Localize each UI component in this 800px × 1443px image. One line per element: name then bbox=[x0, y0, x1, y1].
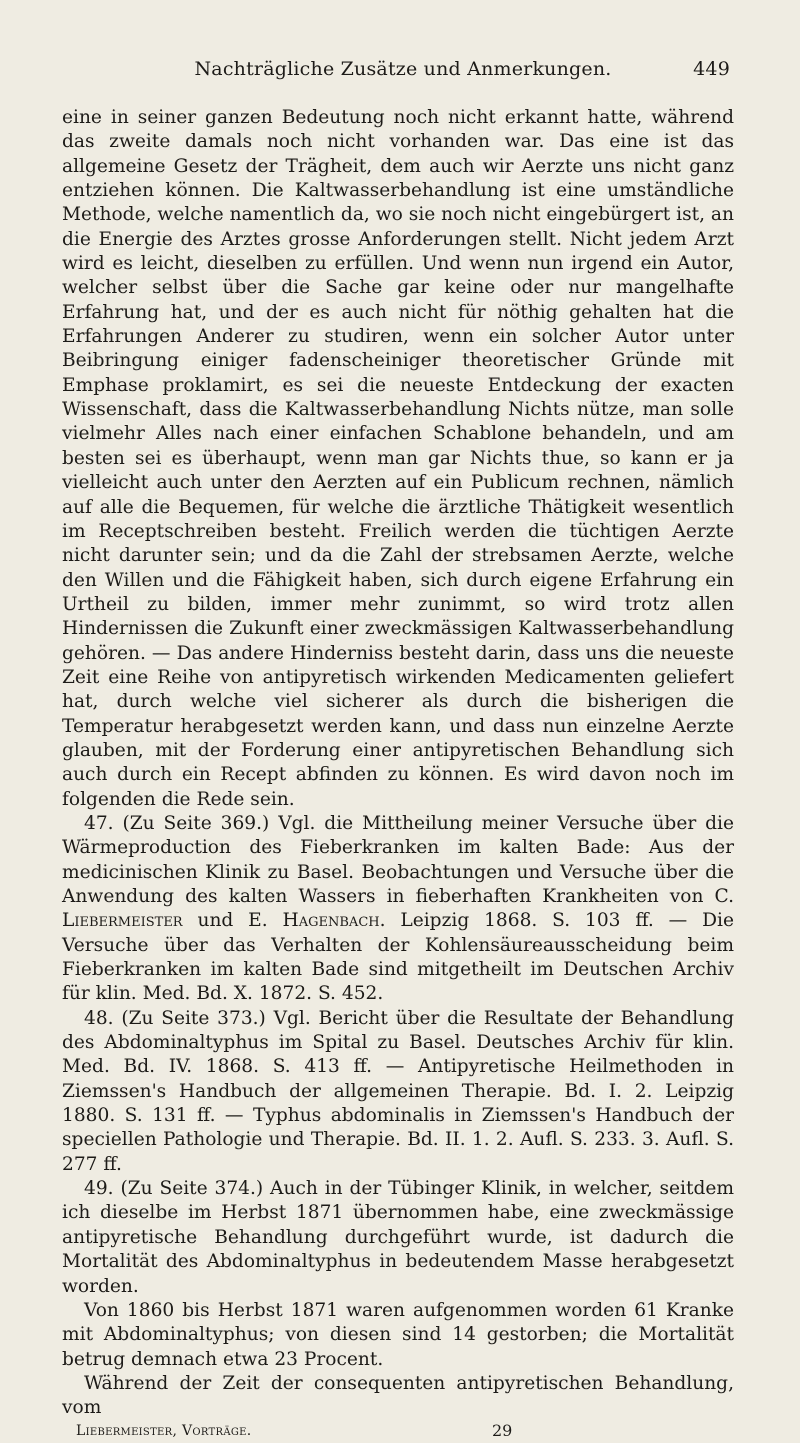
author-hagenbach: Hagenbach bbox=[282, 910, 380, 932]
note-49: 49. (Zu Seite 374.) Auch in der Tübinger Klinik, in welcher, seitdem ich dieselbe im Herbst 1871 übernommen habe, eine zweckmässige antipyretische Behandlung durchgeführt wurde, ist dadurch die Mortalität des Abdominaltyphus in bedeutendem Masse herabgesetzt worden. bbox=[62, 1178, 734, 1297]
note-47 bbox=[62, 812, 734, 1007]
signature-number: 29 bbox=[492, 1420, 513, 1440]
note-47-text-c: . Leipzig 1868. S. 103 ff. — Die Versuche über das Verhalten der Kohlensäureausscheidung beim Fieberkranken im kalten Bade sind mitgetheilt im Deutschen Archiv für klin. Med. Bd. X. 1872. S. 452. bbox=[62, 910, 734, 1005]
paragraph-antipyretic-period: Während der Zeit der consequenten antipyretischen Behandlung, vom bbox=[62, 1372, 734, 1419]
page-number: 449 bbox=[693, 58, 730, 80]
signature-line bbox=[62, 1420, 734, 1443]
note-47-text-a: 47. (Zu Seite 369.) Vgl. die Mittheilung meiner Versuche über die Wärmeproduction des Fieberkranken im kalten Bade: Aus der medicinischen Klinik zu Basel. Beobachtungen und Versuche über die Anwendung des kalten Wassers in fieberhaften Krankheiten von C. bbox=[62, 812, 734, 907]
note-48: 48. (Zu Seite 373.) Vgl. Bericht über die Resultate der Behandlung des Abdominaltyphus im Spital zu Basel. Deutsches Archiv für klin. Med. Bd. IV. 1868. S. 413 ff. — Antipyretische Heilmethoden in Ziemssen's Handbuch der allgemeinen Therapie. Bd. I. 2. Leipzig 1880. S. 131 ff. — Typhus abdominalis in Ziemssen's Handbuch der speciellen Pathologie und Therapie. Bd. II. 1. 2. Aufl. S. 233. 3. Aufl. S. 277 ff. bbox=[62, 1007, 734, 1175]
signature-text: Liebermeister, Vorträge. bbox=[76, 1422, 252, 1439]
note-47-text-b: und E. bbox=[197, 910, 268, 932]
body-text bbox=[62, 106, 734, 1421]
author-liebermeister: Liebermeister bbox=[62, 910, 183, 932]
running-head bbox=[62, 58, 734, 88]
paragraph-continuation: eine in seiner ganzen Bedeutung noch nicht erkannt hatte, während das zweite damals noch nicht vorhanden war. Das eine ist das allgemeine Gesetz der Trägheit, dem auch wir Aerzte uns nicht ganz entziehen können. Die Kaltwasserbehandlung ist eine umständliche Methode, welche namentlich da, wo sie noch nicht eingebürgert ist, an die Energie des Arztes grosse Anforderungen stellt. Nicht jedem Arzt wird es leicht, dieselben zu erfüllen. Und wenn nun irgend ein Autor, welcher selbst über die Sache gar keine oder nur mangelhafte Erfahrung hat, und der es auch nicht für nöthig gehalten hat die Erfahrungen Anderer zu studiren, wenn ein solcher Autor unter Beibringung einiger fadenscheiniger theoretischer Gründe mit Emphase proklamirt, es sei die neueste Entdeckung der exacten Wissenschaft, dass die Kaltwasserbehandlung Nichts nütze, man solle vielmehr Alles nach einer einfachen Schablone behandeln, und am besten sei es überhaupt, wenn man gar Nichts thue, so kann er ja vielleicht auch unter den Aerzten auf ein Publicum rechnen, nämlich auf alle die Bequemen, für welche die ärztliche Thätigkeit wesentlich im Receptschreiben besteht. Freilich werden die tüchtigen Aerzte nicht darunter sein; und da die Zahl der strebsamen Aerzte, welche den Willen und die Fähigkeit haben, sich durch eigene Erfahrung ein Urtheil zu bilden, immer mehr zunimmt, so wird trotz allen Hindernissen die Zukunft einer zweckmässigen Kaltwasserbehandlung gehören. — Das andere Hinderniss besteht darin, dass uns die neueste Zeit eine Reihe von antipyretisch wirkenden Medicamenten geliefert hat, durch welche viel sicherer als durch die bisherigen die Temperatur herabgesetzt werden kann, und dass nun einzelne Aerzte glauben, mit der Forderung einer antipyretischen Behandlung sich auch durch ein Recept abfinden zu können. Es wird davon noch im folgenden die Rede sein. bbox=[62, 107, 734, 810]
paragraph-statistics-1860-1871: Von 1860 bis Herbst 1871 waren aufgenommen worden 61 Kranke mit Abdominaltyphus; von diesen sind 14 gestorben; die Mortalität betrug demnach etwa 23 Procent. bbox=[62, 1299, 734, 1370]
running-head-title: Nachträgliche Zusätze und Anmerkungen. bbox=[194, 58, 612, 80]
